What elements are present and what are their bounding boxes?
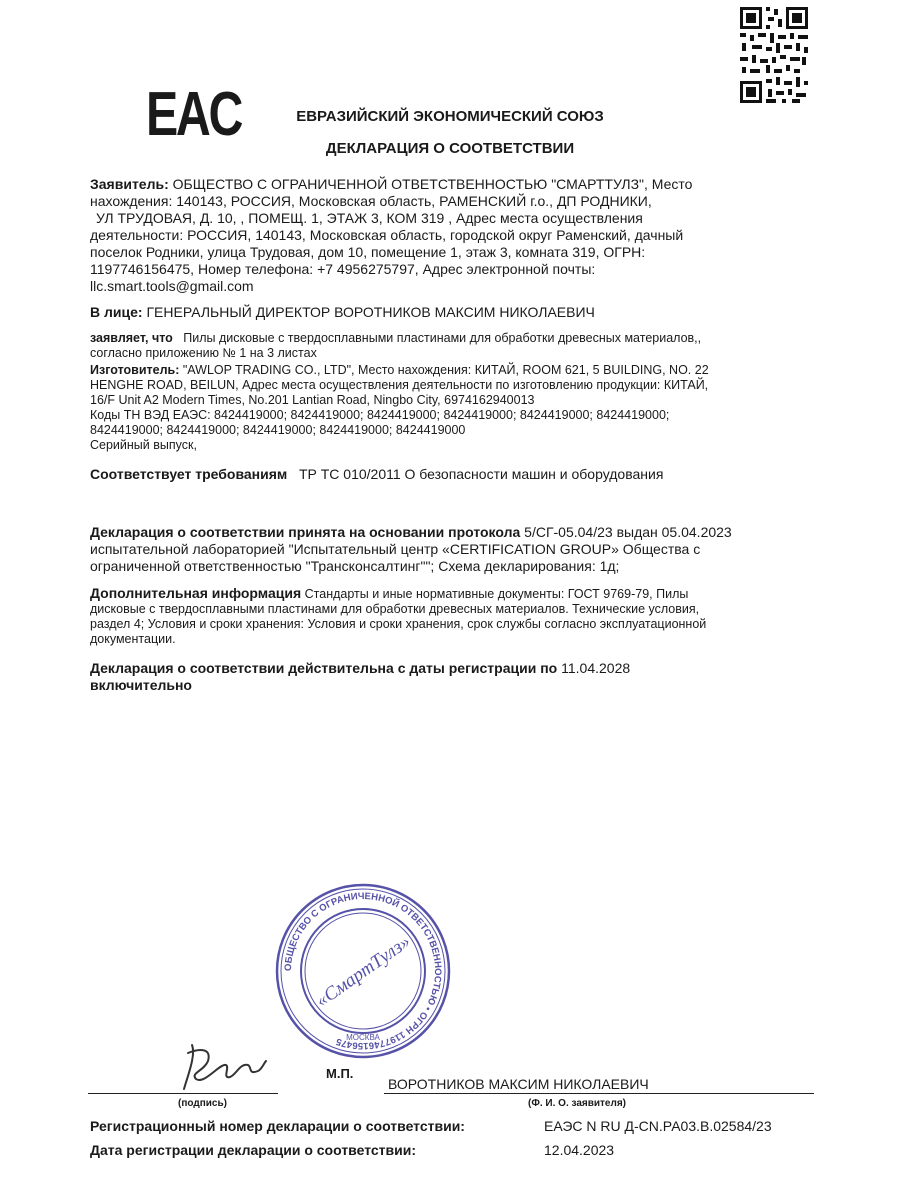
mp-label: М.П. <box>326 1066 354 1081</box>
stamp-ring-text: ОБЩЕСТВО С ОГРАНИЧЕННОЙ ОТВЕТСТВЕННОСТЬЮ • ОГРН 1197746156475 <box>282 890 444 1052</box>
validity-block: Декларация о соответствии действительна с даты регистрации по 11.04.2028 включительно <box>90 660 631 693</box>
name-line <box>384 1093 814 1094</box>
registration-number: ЕАЭС N RU Д-CN.РА03.В.02584/23 <box>544 1118 772 1134</box>
registration-date-label: Дата регистрации декларации о соответствии: <box>90 1142 416 1158</box>
eac-logo: EAC <box>146 80 242 149</box>
signer-name: ВОРОТНИКОВ МАКСИМ НИКОЛАЕВИЧ <box>388 1076 649 1092</box>
additional-info-block: Дополнительная информация Стандарты и иные нормативные документы: ГОСТ 9769-79, Пилы дисковые с твердосплавными пластинами для обработки древесных материалов. Технические условия, раздел 4; Условия и сроки хранения: Условия и сроки хранения, срок службы согласно эксплуатационной документации. <box>90 585 707 646</box>
signature-caption: (подпись) <box>178 1098 227 1109</box>
stamp-center-text: «СмартТулз» <box>312 931 415 1012</box>
qr-code <box>738 5 810 105</box>
applicant-label: Заявитель: <box>90 176 169 192</box>
manufacturer-block: Изготовитель: "AWLOP TRADING CO., LTD", Место нахождения: КИТАЙ, ROOM 621, 5 BUILDING, NO. 22 HENGHE ROAD, BEILUN, Адрес места осуществления деятельности по изготовлению продукции: КИТАЙ, 16/F Unit A2 Modern Times, No.201 Lantian Road, Ningbo City, 6974162940013 Коды ТН ВЭД ЕАЭС: 8424419000; 8424419000; 8424419000; 8424419000; 8424419000; 8424419000; 8424419000; 8424419000; 8424419000; 8424419000; 8424419000 Серийный выпуск, <box>90 363 709 452</box>
document-title: ДЕКЛАРАЦИЯ О СООТВЕТСТВИИ <box>325 140 575 157</box>
registration-date: 12.04.2023 <box>544 1142 615 1158</box>
registration-number-label: Регистрационный номер декларации о соответствии: <box>90 1118 465 1134</box>
requirements-line: Соответствует требованиям ТР ТС 010/2011 О безопасности машин и оборудования <box>90 466 664 482</box>
signature-line <box>88 1093 278 1094</box>
union-heading: ЕВРАЗИЙСКИЙ ЭКОНОМИЧЕСКИЙ СОЮЗ <box>296 108 604 125</box>
name-caption: (Ф. И. О. заявителя) <box>528 1098 627 1109</box>
applicant-block: Заявитель: ОБЩЕСТВО С ОГРАНИЧЕННОЙ ОТВЕТСТВЕННОСТЬЮ "СМАРТТУЛЗ", Место нахождения: 140143, РОССИЯ, Московская область, РАМЕНСКИЙ г.о., ДП РОДНИКИ, УЛ ТРУДОВАЯ, Д. 10, , ПОМЕЩ. 1, ЭТАЖ 3, КОМ 319 , Адрес места осуществления деятельности: РОССИЯ, 140143, Московская область, городской округ Раменский, дачный поселок Родники, улица Трудовая, дом 10, помещение 1, этаж 3, комната 319, ОГРН: 1197746156475, Номер телефона: +7 4956275797, Адрес электронной почты: llc.smart.tools@gmail.com <box>90 176 693 294</box>
representative-line: В лице: ГЕНЕРАЛЬНЫЙ ДИРЕКТОР ВОРОТНИКОВ МАКСИМ НИКОЛАЕВИЧ <box>90 304 595 320</box>
declares-block: заявляет, что Пилы дисковые с твердосплавными пластинами для обработки древесных материалов,, согласно приложению № 1 на 3 листах <box>90 331 702 360</box>
company-stamp <box>272 880 454 1062</box>
signature-scribble <box>178 1035 268 1093</box>
stamp-city: МОСКВА <box>346 1033 380 1042</box>
basis-block: Декларация о соответствии принята на основании протокола 5/СГ-05.04/23 выдан 05.04.2023 испытательной лабораторией "Испытательный центр «CERTIFICATION GROUP» Общества с ограниченной ответственностью "Трансконсалтинг""; Схема декларирования: 1д; <box>90 524 732 574</box>
